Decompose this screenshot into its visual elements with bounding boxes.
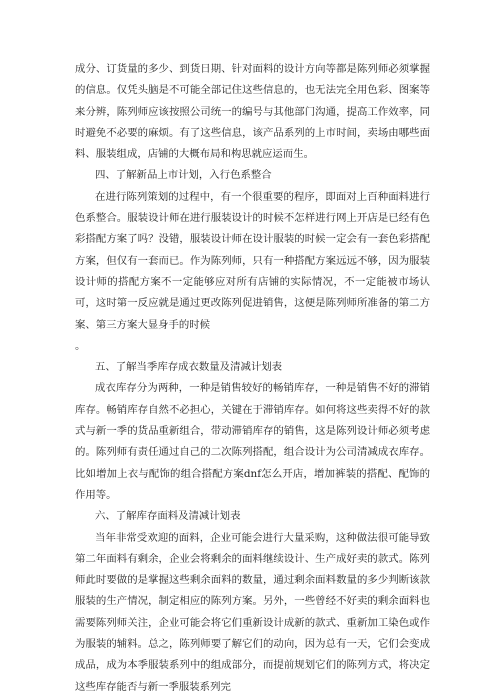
section-heading-4: 四、了解新品上市计划，入行色系整合 xyxy=(95,169,272,182)
document-page xyxy=(75,59,430,698)
paragraph-fabric-info: 成分、订货量的多少、到货日期、针对面料的设计方向等都是陈列师必须掌握的信息。仅凭头脑是不可能全部记住这些信息的，也无法完全用色彩、图案等来分辨，陈列师应该按照公司统一的编号与其他部门沟通，提高工作效率，同时避免不必要的麻烦。有了这些信息，该产品系列的上市时间，卖场由哪些面料、服装组成，店铺的大概布局和构思就应运而生。 xyxy=(75,63,430,161)
paragraph-inventory: 成衣库存分为两种，一种是销售较好的畅销库存，一种是销售不好的滞销库存。畅销库存自然不必担心，关键在于滞销库存。如何将这些卖得不好的款式与新一季的货品重新组合，带动滞销库存的销售，这是陈列设计师必须考虑的。陈列师有责任通过自己的二次陈列搭配，组合设计为公司清减成衣库存。比如增加上衣与配饰的组合搭配方案dnf怎么开店，增加裤装的搭配、配饰的作用等。 xyxy=(75,382,430,501)
paragraph-period: 。 xyxy=(75,339,86,352)
paragraph-fabric-inventory: 当年非常受欢迎的面料，企业可能会进行大量采购，这种做法很可能导致第二年面料有剩余，企业会将剩余的面料继续设计、生产成好卖的款式。陈列师此时要做的是掌握这些剩余面料的数量，通过剩余面料数量的多少判断该款服装的生产情况，制定相应的陈列方案。另外，一些曾经不好卖的剩余面料也需要陈列师关注，企业可能会将它们重新设计成新的款式、重新加工染色或作为服装的辅料。总之，陈列师要了解它们的动向，因为总有一天，它们会变成成品，成为本季服装系列中的组成部分，而提前规划它们的陈列方式，将决定这些库存能否与新一季服装系列完 xyxy=(75,531,430,693)
section-heading-5: 五、了解当季库存成衣数量及清减计划表 xyxy=(95,361,283,374)
section-heading-6: 六、了解库存面料及清减计划表 xyxy=(95,510,241,523)
paragraph-color-integration: 在进行陈列策划的过程中，有一个很重要的程序，即面对上百种面料进行色系整合。服装设计师在进行服装设计的时候不怎样进行网上开店是已经有色彩搭配方案了吗？没错，服装设计师在设计服装的时候一定会有一套色彩搭配方案，但仅有一套而已。作为陈列师，只有一种搭配方案远远不够，因为服装设计师的搭配方案不一定能够应对所有店铺的实际情况，不一定能被市场认可，这时第一反应就是通过更改陈列促进销售，这便是陈列师所准备的第二方案、第三方案大显身手的时候 xyxy=(75,190,430,331)
